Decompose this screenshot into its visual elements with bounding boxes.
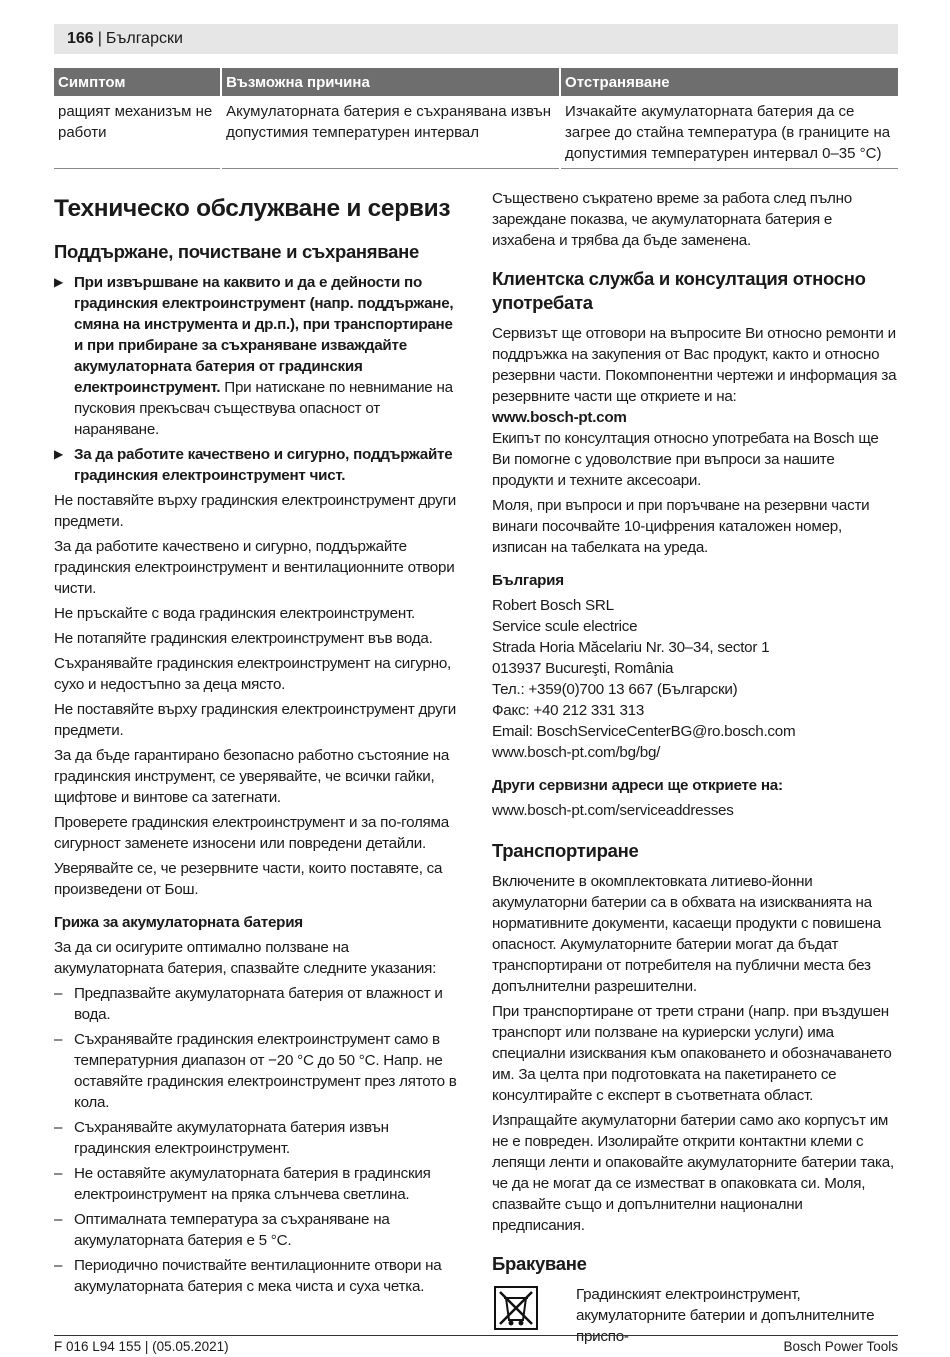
paragraph: Уверявайте се, че резервните части, които поставяте, са произведени от Бош.: [54, 860, 443, 898]
list-item-text: Периодично почиствайте вентилационните отвори на акумулаторната батерия с мека чиста и суха четка.: [74, 1257, 442, 1295]
cell-remedy: Изчакайте акумулаторната батерия да се загрее до стайна температура (в границите на допустимия температурен интервал 0–35 °C): [560, 96, 898, 169]
transport-paragraph: При транспортиране от трети страни (напр. при въздушен транспорт или ползване на куриерски услуги) има специални изисквания към опаковането и обозначаването им. За целта при подготовката на пакетирането се консултирайте с експерт в съответната област.: [492, 1003, 892, 1104]
cell-symptom: рaщият механизъм не работи: [54, 96, 221, 169]
list-item: – Предпазвайте акумулаторната батерия от влажност и вода.: [54, 983, 462, 1025]
warning-2-bold: За да работите качествено и сигурно, поддържайте градинския електроинструмент чист.: [74, 446, 453, 484]
service-address: [492, 595, 898, 763]
country-heading: България: [492, 572, 564, 589]
column-header-cause: Възможна причина: [221, 68, 560, 96]
paragraph: Съхранявайте градинския електроинструмент на сигурно, сухо и недостъпно за деца място.: [54, 655, 451, 693]
header-separator: |: [97, 30, 102, 47]
paragraph: За да бъде гарантирано безопасно работно състояние на градинския инструмент, се уверявайте, че всички гайки, щифтове и винтове са затегнати.: [54, 747, 450, 806]
warning-bullet-1: [54, 272, 462, 440]
service-paragraph: Моля, при въпроси и при поръчване на резервни части винаги посочвайте 10-цифрения каталожен номер, изписан на табелката на уреда.: [492, 497, 870, 556]
list-item: – Не оставяйте акумулаторната батерия в градинския електроинструмент на пряка слънчева светлина.: [54, 1163, 462, 1205]
transport-paragraph: Включените в окомплектовката литиево-йонни акумулаторни батерии са в обхвата на изискванията на нормативните документи, касаещи продукти с повишена опасност. Акумулаторните батерии могат да бъдат транспортирани от потребителя на публични места без допълнителни разрешителни.: [492, 873, 881, 995]
address-line: Strada Horia Măcelariu Nr. 30–34, sector 1: [492, 639, 770, 656]
list-item-text: Не оставяйте акумулаторната батерия в градинския електроинструмент на пряка слънчева светлина.: [74, 1165, 431, 1203]
maintenance-heading: Поддържане, почистване и съхраняване: [54, 241, 419, 262]
address-line: www.bosch-pt.com/bg/bg/: [492, 744, 661, 761]
header-language: Български: [105, 30, 183, 47]
service-paragraph: Екипът по консултация относно употребата на Bosch ще Ви помогне с удоволствие при въпроси за нашите продукти и техните аксесоари.: [492, 430, 879, 489]
service-url: www.bosch-pt.com: [492, 409, 627, 426]
cell-cause: Акумулаторната батерия е съхранявана извън допустимия температурен интервал: [221, 96, 560, 169]
page-number: 166: [67, 30, 94, 47]
right-column: [492, 188, 898, 1347]
paragraph: Не поставяйте върху градинския електроинструмент други предмети.: [54, 492, 456, 530]
page-header: [54, 24, 898, 54]
disposal-heading: Бракуване: [492, 1253, 587, 1274]
warning-bullet-2: [54, 444, 462, 486]
column-header-symptom: Симптом: [54, 68, 221, 96]
paragraph: Не поставяйте върху градинския електроинструмент други предмети.: [54, 701, 456, 739]
list-item-text: Оптималната температура за съхраняване на акумулаторната батерия е 5 °C.: [74, 1211, 390, 1249]
list-item: – Периодично почиствайте вентилационните отвори на акумулаторната батерия с мека чиста и суха четка.: [54, 1255, 462, 1297]
paragraph: Не потапяйте градинския електроинструмент във вода.: [54, 630, 433, 647]
list-item: – Съхранявайте градинския електроинструмент само в температурния диапазон от −20 °C до 50 °C. Напр. не оставяйте градинския електроинструмент през лятото в кола.: [54, 1029, 462, 1113]
address-line: Email: BoschServiceCenterBG@ro.bosch.com: [492, 723, 796, 740]
address-line: Service scule electrice: [492, 618, 638, 635]
paragraph: За да работите качествено и сигурно, поддържайте градинския електроинструмент и вентилационните отвори чисти.: [54, 538, 455, 597]
column-header-remedy: Отстраняване: [560, 68, 898, 96]
transport-paragraph: Изпращайте акумулаторни батерии само ако корпусът им не е повреден. Изолирайте открити контактни клеми с лепящи ленти и опаковайте акумулаторните батерии така, че да не могат да се изместват в опаковката си. Моля, спазвайте също и допълнителни национални предписания.: [492, 1112, 894, 1234]
footer-document-id: F 016 L94 155 | (05.05.2021): [54, 1339, 229, 1354]
troubleshooting-table: [54, 68, 898, 169]
crossed-out-wheelie-bin-icon: [494, 1286, 538, 1330]
address-line: Robert Bosch SRL: [492, 597, 614, 614]
warning-1-text: При натискане по невнимание на пусковия прекъсвач съществува опасност от нараняване.: [74, 379, 453, 438]
arrow-bullet-icon: ▶: [54, 447, 63, 461]
transport-heading: Транспортиране: [492, 840, 639, 861]
battery-wear-paragraph: Съществено съкратено време за работа след пълно зареждане показва, че акумулаторната батерия е изхабена и трябва да бъде заменена.: [492, 190, 852, 249]
arrow-bullet-icon: ▶: [54, 275, 63, 289]
paragraph: Не пръскайте с вода градинския електроинструмент.: [54, 605, 415, 622]
table-header-row: [54, 68, 898, 96]
table-row: [54, 96, 898, 169]
address-line: Факс: +40 212 331 313: [492, 702, 645, 719]
list-item: – Съхранявайте акумулаторната батерия извън градинския електроинструмент.: [54, 1117, 462, 1159]
left-column: [54, 194, 462, 1301]
section-title: Техническо обслужване и сервиз: [54, 195, 451, 222]
list-item-text: Съхранявайте градинския електроинструмент само в температурния диапазон от −20 °C до 50 °C. Напр. не оставяйте градинския електроинструмент през лятото в кола.: [74, 1031, 457, 1111]
page-footer: [54, 1335, 898, 1354]
address-line: Тел.: +359(0)700 13 667 (Български): [492, 681, 738, 698]
warning-1-bold: При извършване на каквито и да е дейности по градинския електроинструмент (напр. поддържане, смяна на инструмента и др.п.), при транспортиране и при прибиране за съхраняване изваждайте акумулаторната батерия от градинския електроинструмент.: [74, 274, 454, 396]
other-addresses-heading: Други сервизни адреси ще откриете на:: [492, 777, 783, 794]
battery-intro: За да си осигурите оптимално ползване на акумулаторната батерия, спазвайте следните указания:: [54, 939, 437, 977]
footer-brand: Bosch Power Tools: [783, 1339, 898, 1354]
service-paragraph: Сервизът ще отговори на въпросите Ви относно ремонти и поддръжка на закупения от Вас продукт, както и относно резервни части. Покомпонентни чертежи и информация за резервните части ще откриете и на:: [492, 325, 897, 405]
disposal-text: Градинският електроинструмент, акумулаторните батерии и допълнителните приспо-: [576, 1286, 875, 1345]
other-addresses-url: www.bosch-pt.com/serviceaddresses: [492, 802, 734, 819]
list-item-text: Предпазвайте акумулаторната батерия от влажност и вода.: [74, 985, 443, 1023]
battery-care-heading: Грижа за акумулаторната батерия: [54, 914, 303, 931]
address-line: 013937 Bucureşti, România: [492, 660, 674, 677]
paragraph: Проверете градинския електроинструмент и за по-голяма сигурност заменете износени или повредени детайли.: [54, 814, 449, 852]
list-item-text: Съхранявайте акумулаторната батерия извън градинския електроинструмент.: [74, 1119, 389, 1157]
customer-service-heading: Клиентска служба и консултация относно употребата: [492, 268, 866, 313]
list-item: – Оптималната температура за съхраняване на акумулаторната батерия е 5 °C.: [54, 1209, 462, 1251]
